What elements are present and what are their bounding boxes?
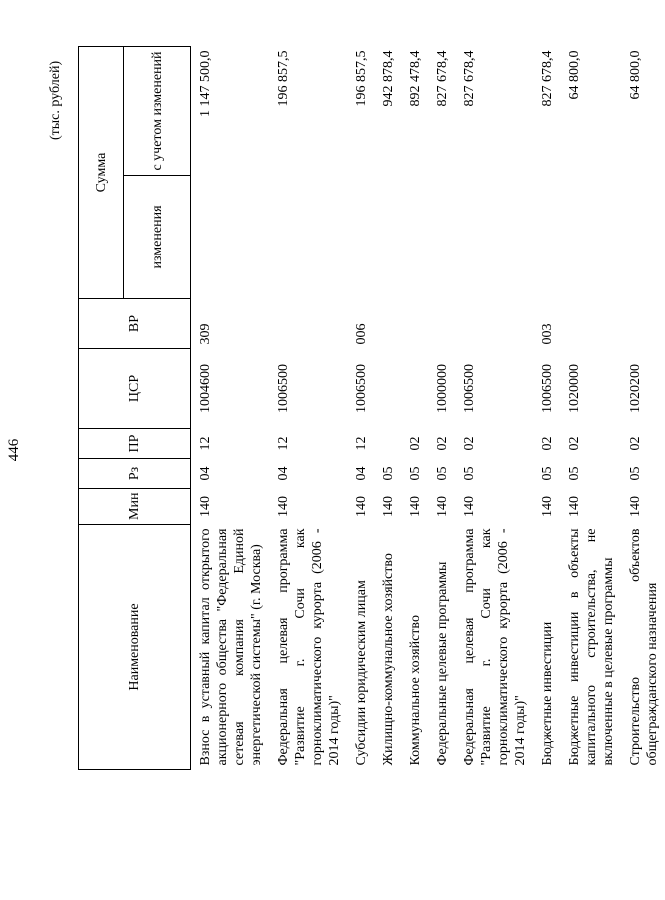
units-label: (тыс. рублей) [48,60,63,140]
row-rz: 04 [276,466,291,481]
row-with-changes: 827 678,4 [462,50,477,107]
table-row [428,47,455,770]
row-pr: 12 [198,436,213,451]
header-pr: ПР [79,429,191,459]
row-with-changes: 196 857,5 [354,50,369,107]
row-csr: 1006500 [354,364,369,413]
row-changes [533,176,560,299]
row-rz: 05 [540,466,555,481]
row-rz: 05 [435,466,450,481]
row-vr [428,299,455,349]
row-csr: 1020200 [628,364,643,413]
row-with-changes: 827 678,4 [435,50,450,107]
row-with-changes: 1 147 500,0 [198,50,213,117]
row-pr: 02 [540,436,555,451]
row-pr: 12 [276,436,291,451]
table-row [621,47,665,770]
row-name: Субсидии юридическим лицам [354,580,369,766]
row-changes [269,176,347,299]
row-vr: 309 [198,323,213,345]
row-changes [401,176,428,299]
row-changes [455,176,533,299]
row-min: 140 [276,496,291,517]
header-vr: ВР [79,299,191,349]
row-name: Коммунальное хозяйство [408,615,423,766]
row-with-changes: 827 678,4 [540,50,555,107]
row-vr [560,299,621,349]
row-pr: 12 [354,436,369,451]
row-changes [560,176,621,299]
row-with-changes: 196 857,5 [276,50,291,107]
row-changes [191,176,270,299]
table-row [347,47,374,770]
row-csr: 1000000 [435,364,450,413]
row-name: Федеральная целевая программа "Развитие г. Сочи как горноклиматического курорта (2006 - 2014 годы)" [462,528,528,766]
row-min: 140 [567,496,582,517]
row-name: Бюджетные инвестиции в объекты капитального строительства, не включенные в целевые программы [567,528,616,766]
row-with-changes: 942 878,4 [381,50,396,107]
row-csr: 1006500 [540,364,555,413]
row-csr: 1006500 [462,364,477,413]
row-csr [374,349,401,429]
row-changes [374,176,401,299]
row-vr: 003 [540,323,555,345]
table-row [455,47,533,770]
row-vr [374,299,401,349]
row-rz: 05 [567,466,582,481]
row-rz: 04 [354,466,369,481]
row-csr: 1020000 [567,364,582,413]
row-pr: 02 [567,436,582,451]
row-pr: 02 [435,436,450,451]
header-min: Мин [79,489,191,525]
row-csr: 1004600 [198,364,213,413]
row-with-changes: 892 478,4 [408,50,423,107]
row-changes [428,176,455,299]
row-min: 140 [435,496,450,517]
row-vr [269,299,347,349]
row-name: Федеральная целевая программа "Развитие г. Сочи как горноклиматического курорта (2006 - 2014 годы)" [276,528,342,766]
row-min: 140 [628,496,643,517]
row-min: 140 [408,496,423,517]
row-changes [621,176,665,299]
header-changes: изменения [124,176,191,299]
row-name: Строительство объектов общегражданского назначения [628,528,660,766]
row-with-changes: 64 800,0 [628,50,643,100]
row-name: Взнос в уставный капитал открытого акционерного общества "Федеральная сетевая компания Единой энергетической системы" (г. Москва) [198,528,264,766]
row-name: Жилищно-коммунальное хозяйство [381,553,396,766]
table-header [79,47,191,770]
row-rz: 05 [462,466,477,481]
table-row [374,47,401,770]
row-name: Федеральные целевые программы [435,561,450,766]
table-row [560,47,621,770]
row-pr: 02 [628,436,643,451]
row-rz: 05 [628,466,643,481]
row-rz: 05 [381,466,396,481]
row-min: 140 [540,496,555,517]
header-csr: ЦСР [79,349,191,429]
row-name: Бюджетные инвестиции [540,621,555,766]
row-vr [401,299,428,349]
row-csr: 1006500 [276,364,291,413]
header-summa: Сумма [79,47,124,299]
page-number: 446 [6,438,22,462]
row-vr [455,299,533,349]
row-csr [401,349,428,429]
row-min: 140 [462,496,477,517]
row-rz: 04 [198,466,213,481]
header-rz: Рз [79,459,191,489]
row-min: 140 [198,496,213,517]
row-changes [347,176,374,299]
row-vr [621,299,665,349]
row-with-changes: 64 800,0 [567,50,582,100]
row-pr: 02 [462,436,477,451]
row-vr: 006 [354,323,369,345]
row-min: 140 [381,496,396,517]
table-row [191,47,270,770]
row-pr: 02 [408,436,423,451]
row-pr [374,429,401,459]
budget-table [78,46,665,770]
header-with-changes: с учетом изменений [124,47,191,176]
row-rz: 05 [408,466,423,481]
row-min: 140 [354,496,369,517]
table-row [269,47,347,770]
table-row [401,47,428,770]
table-body [191,47,665,770]
table-row [533,47,560,770]
header-name: Наименование [79,525,191,770]
